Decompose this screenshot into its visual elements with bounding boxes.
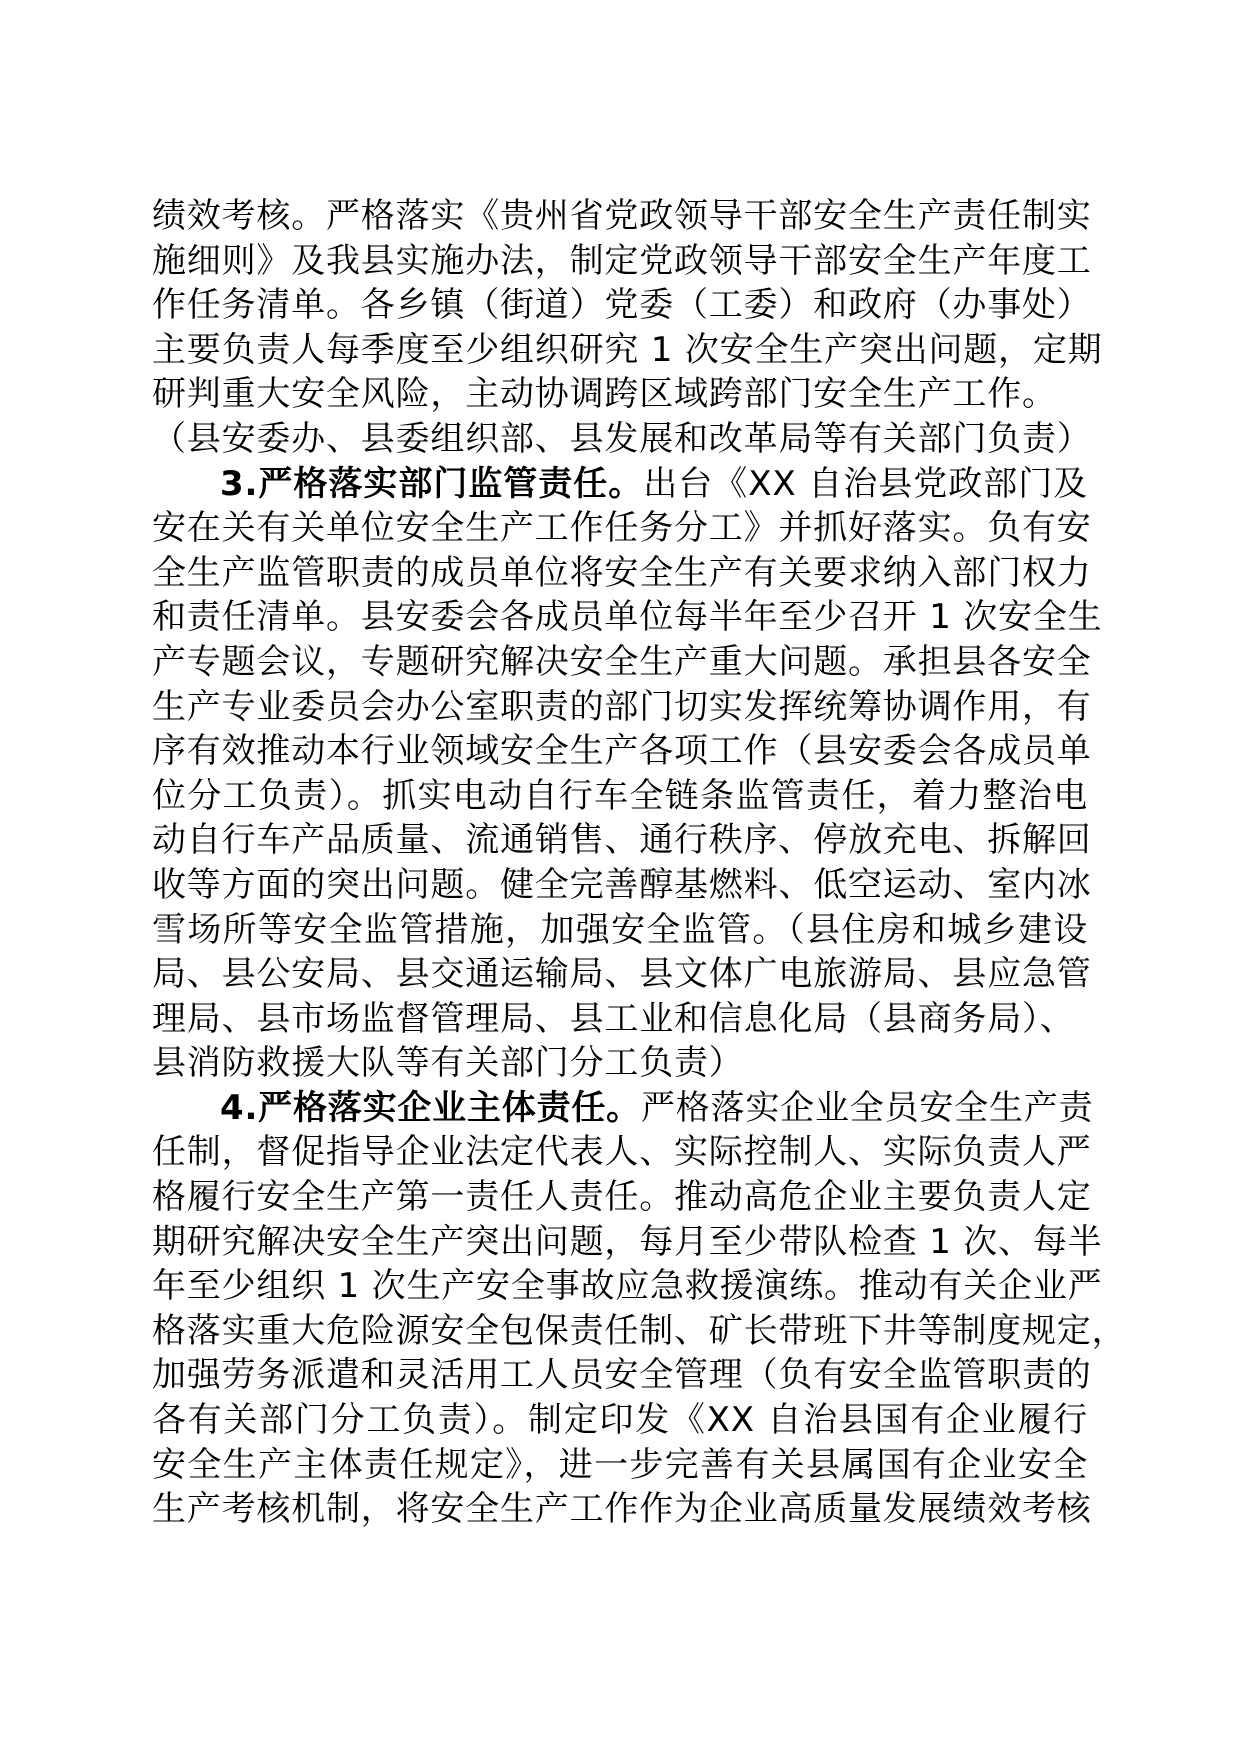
line-text: 动自行车产品质量、流通销售、通行秩序、停放充电、拆解回 — [152, 820, 1092, 861]
text-line — [152, 729, 1092, 774]
text-line — [152, 1443, 1088, 1488]
text-line — [152, 863, 1092, 908]
text-line — [152, 1309, 1127, 1354]
text-line — [152, 1487, 1092, 1532]
line-text: 位分工负责）。抓实电动自行车全链条监管责任，着力整治电 — [152, 775, 1088, 816]
text-line — [152, 640, 1092, 685]
text-line — [152, 908, 1088, 953]
line-text: 理局、县市场监督管理局、县工业和信息化局（县商务局）、 — [152, 998, 1075, 1039]
line-text: 生产考核机制，将安全生产工作作为企业高质量发展绩效考核 — [152, 1489, 1092, 1530]
line-text: 序有效推动本行业领域安全生产各项工作（县安委会各成员单 — [152, 731, 1092, 772]
section-heading-line — [152, 1086, 1094, 1131]
line-text: 任制，督促指导企业法定代表人、实际控制人、实际负责人严 — [152, 1132, 1092, 1173]
line-text: 出台《XX 自治县党政部门及 — [643, 463, 1088, 504]
text-line — [152, 1264, 1103, 1309]
line-text: 各有关部门分工负责）。制定印发《XX 自治县国有企业履行 — [152, 1400, 1088, 1441]
line-text: 县消防救援大队等有关部门分工负责） — [152, 1043, 744, 1084]
line-text: 研判重大安全风险，主动协调跨区域跨部门安全生产工作。 — [152, 374, 1057, 415]
text-line — [152, 595, 1103, 640]
line-text: 作任务清单。各乡镇（街道）党委（工委）和政府（办事处） — [152, 285, 1092, 326]
line-text: 产专题会议，专题研究解决安全生产重大问题。承担县各安全 — [152, 641, 1092, 682]
line-text: 格履行安全生产第一责任人责任。推动高危企业主要负责人定 — [152, 1177, 1092, 1218]
line-text: 主要负责人每季度至少组织研究 1 次安全生产突出问题，定期 — [152, 329, 1103, 370]
line-text: 格落实重大危险源安全包保责任制、矿长带班下井等制度规定， — [152, 1310, 1127, 1351]
line-text: 局、县公安局、县交通运输局、县文体广电旅游局、县应急管 — [152, 954, 1092, 995]
section-heading-line — [152, 462, 1088, 507]
text-line — [152, 283, 1092, 328]
text-line — [152, 1220, 1103, 1265]
text-line — [152, 372, 1088, 417]
text-line — [152, 1175, 1092, 1220]
text-line — [152, 417, 1092, 462]
line-text: 雪场所等安全监管措施，加强安全监管。（县住房和城乡建设 — [152, 909, 1088, 950]
text-line — [152, 1130, 1092, 1175]
text-line — [152, 818, 1092, 863]
line-text: 年至少组织 1 次生产安全事故应急救援演练。推动有关企业严 — [152, 1266, 1103, 1307]
line-text: 严格落实企业全员安全生产责 — [640, 1087, 1094, 1128]
line-text: 收等方面的突出问题。健全完善醇基燃料、低空运动、室内冰 — [152, 864, 1092, 905]
line-text: 和责任清单。县安委会各成员单位每半年至少召开 1 次安全生 — [152, 597, 1103, 638]
text-line — [152, 506, 1092, 551]
line-text: 安在关有关单位安全生产工作任务分工》并抓好落实。负有安 — [152, 508, 1092, 549]
text-line — [152, 1353, 1092, 1398]
section-heading: 3.严格落实部门监管责任。 — [220, 463, 644, 504]
line-text: 安全生产主体责任规定》，进一步完善有关县属国有企业安全 — [152, 1444, 1088, 1485]
line-text: 全生产监管职责的成员单位将安全生产有关要求纳入部门权力 — [152, 552, 1092, 593]
text-line — [152, 685, 1092, 730]
line-text: （县安委办、县委组织部、县发展和改革局等有关部门负责） — [152, 418, 1092, 459]
text-line — [152, 774, 1088, 819]
line-text: 施细则》及我县实施办法，制定党政领导干部安全生产年度工 — [152, 240, 1092, 281]
body-text — [152, 194, 1127, 1532]
line-text: 期研究解决安全生产突出问题，每月至少带队检查 1 次、每半 — [152, 1221, 1103, 1262]
section-heading: 4.严格落实企业主体责任。 — [220, 1087, 641, 1128]
text-line — [152, 1398, 1088, 1443]
line-text: 绩效考核。严格落实《贵州省党政领导干部安全生产责任制实 — [152, 196, 1092, 236]
text-line — [152, 1041, 1088, 1086]
text-line — [152, 328, 1103, 373]
text-line — [152, 239, 1092, 284]
text-line — [152, 952, 1092, 997]
line-text: 生产专业委员会办公室职责的部门切实发挥统筹协调作用，有 — [152, 686, 1092, 727]
text-line — [152, 997, 1088, 1042]
line-text: 加强劳务派遣和灵活用工人员安全管理（负有安全监管职责的 — [152, 1355, 1092, 1396]
text-line — [152, 194, 1092, 239]
text-line — [152, 551, 1092, 596]
